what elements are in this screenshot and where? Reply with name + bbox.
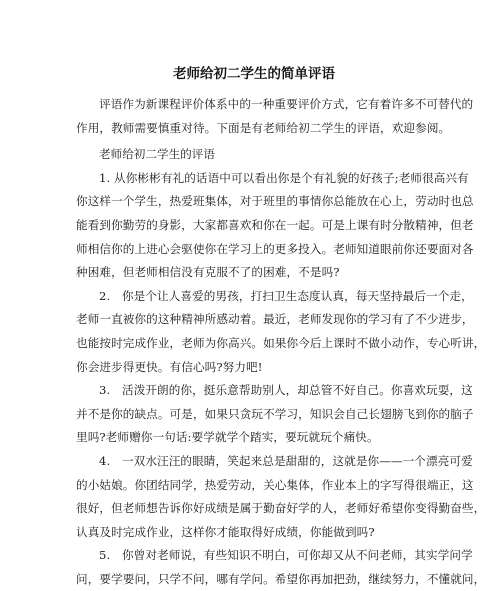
comment-line: 4. 一双水汪汪的眼睛，笑起来总是甜甜的，这就是你——一个漂亮可爱: [99, 453, 473, 468]
comment-line: 2. 你是个让人喜爱的男孩，打扫卫生态度认真，每天坚持最后一个走，: [99, 288, 473, 303]
comment-line: 5. 你曾对老师说，有些知识不明白，可你却又从不问老师，其实学问学: [99, 548, 473, 563]
comment-line: 的小姑娘。你团结同学，热爱劳动，关心集体，作业本上的字写得很端正，这: [76, 477, 474, 492]
comment-line: 1. 从你彬彬有礼的话语中可以看出你是个有礼貌的好孩子;老师很高兴有: [99, 170, 469, 185]
section-heading: 老师给初二学生的评语: [99, 147, 215, 162]
comment-line: 师相信你的上进心会驱使你在学习上的更多投入。老师知道眼前你还要面对各: [76, 241, 474, 256]
intro-line: 作用，教师需要慎重对待。下面是有老师给初二学生的评语，欢迎参阅。: [76, 120, 451, 135]
comment-line: 你这样一个学生，热爱班集体，对于班里的事情你总能放在心上，劳动时也总: [76, 194, 474, 209]
intro-paragraph: [76, 93, 474, 140]
comment-1-paragraph: [76, 167, 474, 285]
comment-2-paragraph: [76, 285, 486, 379]
comment-line: 也能按时完成作业，老师为你高兴。如果你今后上课时不做小动作，专心听讲，: [76, 335, 486, 350]
comment-line: 能看到你勤劳的身影，大家都喜欢和你在一起。可是上课有时分散精神，但老: [76, 217, 474, 232]
comment-line: 种困难，但老师相信没有克服不了的困难，不是吗?: [76, 265, 340, 280]
comment-line: 老师一直被你的这种精神所感动着。最近，老师发现你的学习有了不少进步，: [76, 312, 474, 327]
comment-line: 并不是你的缺点。可是，如果只贪玩不学习，知识会自己长翅膀飞到你的脑子: [76, 406, 474, 421]
comment-5-paragraph: [76, 544, 486, 591]
intro-line: 评语作为新课程评价体系中的一种重要评价方式，它有着许多不可替代的: [99, 97, 474, 111]
comment-line: 问，要学要问，只学不问，哪有学问。希望你再加把劲，继续努力，不懂就问，: [76, 571, 486, 586]
comment-line: 认真及时完成作业，这样你才能取得好成绩，你能做到吗?: [76, 524, 375, 539]
document-title: 老师给初二学生的简单评语: [173, 66, 335, 82]
comment-line: 你会进步得更快。有信心吗?努力吧!: [76, 359, 263, 374]
comment-3-paragraph: [76, 379, 474, 450]
comment-line: 3. 活泼开朗的你，挺乐意帮助别人，却总管不好自己。你喜欢玩耍，这: [99, 383, 473, 398]
comment-4-paragraph: [76, 450, 486, 544]
comment-line: 很好，但老师想告诉你好成绩是属于勤奋好学的人，老师好希望你变得勤奋些，: [76, 501, 486, 516]
comment-line: 里吗?老师赠你一句话:要学就学个踏实，要玩就玩个痛快。: [76, 430, 379, 445]
